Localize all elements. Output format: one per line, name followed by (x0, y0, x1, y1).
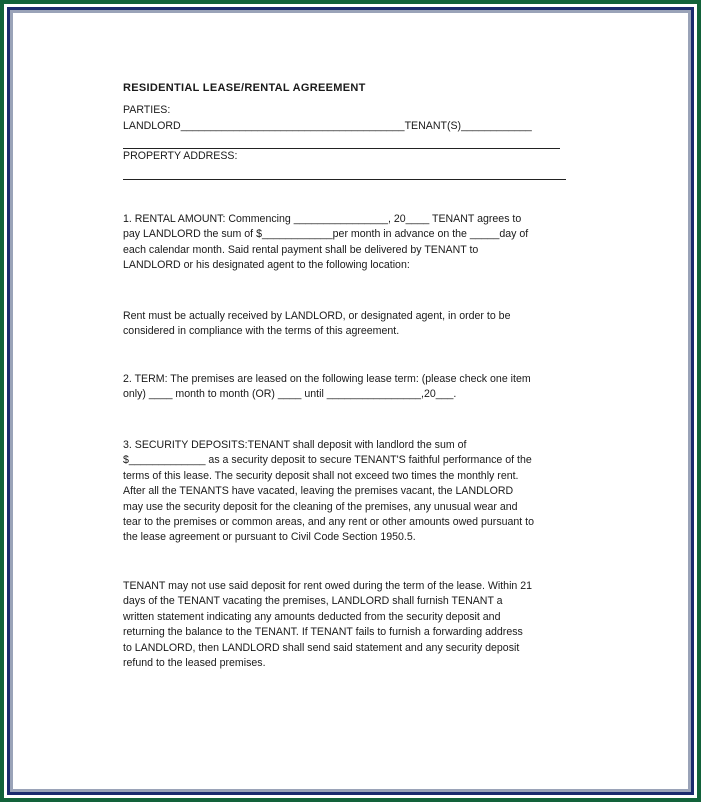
rent-received-clause (123, 309, 571, 340)
deposit-use-clause (123, 579, 571, 671)
clause-line: the lease agreement or pursuant to Civil Code Section 1950.5. (123, 531, 416, 544)
clause-line: TENANT may not use said deposit for rent owed during the term of the lease. Within 21 (123, 580, 533, 592)
clause-line: only) ____ month to month (OR) ____ until ________________,20___. (123, 388, 457, 401)
clause-line: 3. SECURITY DEPOSITS:TENANT shall deposit with landlord the sum of (123, 439, 467, 451)
clause-line: considered in compliance with the terms of this agreement. (123, 325, 400, 338)
inner-frame (7, 7, 694, 795)
rental-amount-clause (123, 212, 571, 274)
frame-mat (4, 4, 697, 798)
clause-line: tear to the premises or common areas, and any rent or other amounts owed pursuant to (123, 516, 535, 529)
clause-line: $_____________ as a security deposit to secure TENANT'S faithful performance of the (123, 454, 532, 467)
clause-line: returning the balance to the TENANT. If TENANT fails to furnish a forwarding address (123, 626, 523, 639)
security-deposit-clause (123, 438, 571, 546)
clause-line: After all the TENANTS have vacated, leaving the premises vacant, the LANDLORD (123, 485, 514, 498)
clause-line: 1. RENTAL AMOUNT: Commencing ________________, 20____ TENANT agrees to (123, 213, 522, 225)
parties-label: PARTIES: (123, 104, 171, 116)
clause-line: LANDLORD or his designated agent to the following location: (123, 259, 410, 272)
clause-line: terms of this lease. The security deposit shall not exceed two times the monthly rent. (123, 469, 519, 482)
clause-line: days of the TENANT vacating the premises, LANDLORD shall furnish TENANT a (123, 595, 503, 608)
clause-line: pay LANDLORD the sum of $____________per month in advance on the _____day of (123, 228, 529, 241)
lease-document (13, 13, 688, 789)
clause-line: refund to the leased premises. (123, 657, 266, 670)
document-title: RESIDENTIAL LEASE/RENTAL AGREEMENT (123, 82, 366, 94)
address-underline (123, 179, 566, 180)
clause-line: each calendar month. Said rental payment shall be delivered by TENANT to (123, 243, 479, 256)
term-clause (123, 372, 571, 403)
landlord-tenant-line: LANDLORD______________________________________TENANT(S)____________ (123, 120, 532, 132)
clause-line: 2. TERM: The premises are leased on the following lease term: (please check one item (123, 373, 531, 385)
property-address-label: PROPERTY ADDRESS: (123, 150, 238, 162)
clause-line: Rent must be actually received by LANDLORD, or designated agent, in order to be (123, 310, 511, 322)
clause-line: may use the security deposit for the cleaning of the premises, any unusual wear and (123, 500, 518, 513)
clause-line: to LANDLORD, then LANDLORD shall send said statement and any security deposit (123, 641, 520, 654)
document-page (10, 10, 691, 792)
clause-line: written statement indicating any amounts deducted from the security deposit and (123, 610, 501, 623)
